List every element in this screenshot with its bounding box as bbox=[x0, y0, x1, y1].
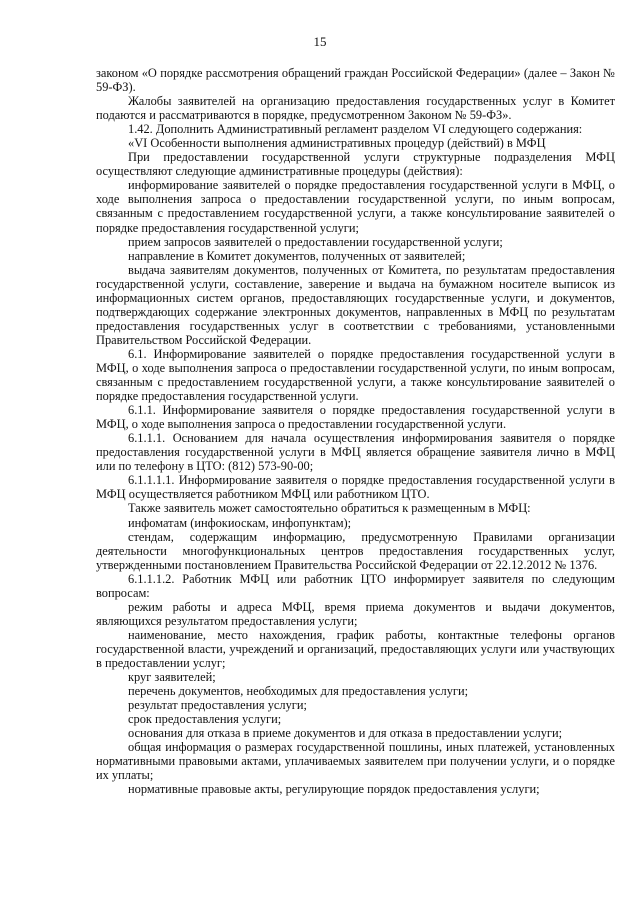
list-item: нормативные правовые акты, регулирующие порядок предоставления услуги; bbox=[128, 782, 540, 797]
paragraph: 6.1.1.1.1. Информирование заявителя о порядке предоставления государственной услуги в МФЦ осуществляется работником МФЦ или работником ЦТО. bbox=[96, 473, 615, 502]
list-item: направление в Комитет документов, полученных от заявителей; bbox=[128, 248, 466, 263]
paragraph: 1.42. Дополнить Административный регламент разделом VI следующего содержания: bbox=[128, 122, 583, 137]
paragraph: 6.1.1.1. Основанием для начала осуществления информирования заявителя о порядке предоставления государственной услуги в МФЦ является обращение заявителя лично в МФЦ или по телефону в ЦТО: (812) 573-90-00; bbox=[96, 431, 615, 474]
list-item: наименование, место нахождения, график работы, контактные телефоны органов государственной власти, учреждений и организаций, предоставляющих услуги или участвующих в предоставлении услуг; bbox=[96, 627, 615, 670]
section-heading: «VI Особенности выполнения административных процедур (действий) в МФЦ bbox=[128, 136, 546, 151]
list-item: информирование заявителей о порядке предоставления государственной услуги в МФЦ, о ходе выполнения запроса о предоставлении государственной услуги, по иным вопросам, связанным с предоставлением государственной услуги, а также консультирование заявителей о порядке предоставления государственной услуги; bbox=[96, 178, 615, 235]
list-item: основания для отказа в приеме документов и для отказа в предоставлении услуги; bbox=[128, 726, 563, 741]
paragraph: 6.1. Информирование заявителей о порядке предоставления государственной услуги в МФЦ, о ходе выполнения запроса о предоставлении государственной услуги, по иным вопросам, связанным с предоставлением государственной услуги, а также консультирование заявителей о порядке предоставления государственной услуги. bbox=[96, 346, 615, 404]
list-item: режим работы и адреса МФЦ, время приема документов и выдачи документов, являющихся результатом предоставления услуги; bbox=[96, 599, 615, 628]
list-item: общая информация о размерах государственной пошлины, иных платежей, установленных нормативными правовыми актами, уплачиваемых заявителем при получении услуги, и о порядке их уплаты; bbox=[96, 740, 615, 783]
page-number: 15 bbox=[313, 34, 327, 49]
list-item: выдача заявителям документов, полученных от Комитета, по результатам предоставления государственной услуги, составление, заверение и выдача на бумажном носителе выписок из информационных систем органов, предоставляющих государственные услуги, и документов, подтверждающих содержание электронных документов, направленных в МФЦ по результатам предоставления государственных услуг в соответствии с требованиями, установленными Правительством Российской Федерации. bbox=[96, 262, 615, 347]
paragraph: Жалобы заявителей на организацию предоставления государственных услуг в Комитет подаются и рассматриваются в порядке, предусмотренном Законом № 59-ФЗ». bbox=[96, 94, 615, 123]
list-item: срок предоставления услуги; bbox=[128, 712, 282, 727]
paragraph: 6.1.1.1.2. Работник МФЦ или работник ЦТО информирует заявителя по следующим вопросам: bbox=[96, 571, 615, 600]
list-item: перечень документов, необходимых для предоставления услуги; bbox=[128, 684, 469, 699]
list-item: круг заявителей; bbox=[128, 670, 216, 685]
paragraph: Также заявитель может самостоятельно обратиться к размещенным в МФЦ: bbox=[128, 501, 531, 516]
list-item: прием запросов заявителей о предоставлении государственной услуги; bbox=[128, 234, 503, 249]
list-item: инфоматам (инфокиоскам, инфопунктам); bbox=[128, 515, 352, 530]
paragraph: При предоставлении государственной услуги структурные подразделения МФЦ осуществляют следующие административные процедуры (действия): bbox=[96, 150, 615, 179]
paragraph: законом «О порядке рассмотрения обращений граждан Российской Федерации» (далее – Закон № 59-ФЗ). bbox=[96, 66, 615, 95]
list-item: результат предоставления услуги; bbox=[128, 698, 307, 713]
paragraph: 6.1.1. Информирование заявителя о порядке предоставления государственной услуги в МФЦ, о ходе выполнения запроса о предоставлении государственной услуги. bbox=[96, 403, 615, 432]
document-body bbox=[96, 66, 615, 796]
list-item: стендам, содержащим информацию, предусмотренную Правилами организации деятельности многофункциональных центров предоставления государственных услуг, утвержденными постановлением Правительства Российской Федерации от 22.12.2012 № 1376. bbox=[96, 529, 615, 572]
